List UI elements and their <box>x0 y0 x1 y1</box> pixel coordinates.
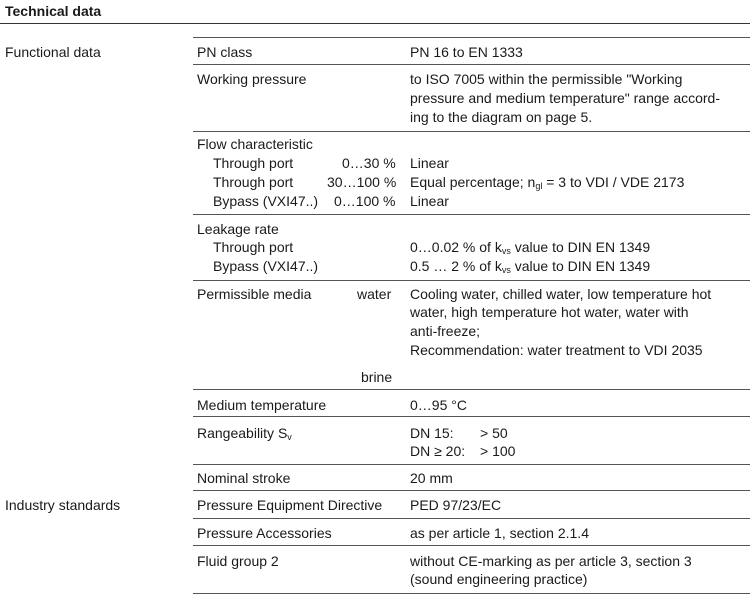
row-divider <box>193 464 750 465</box>
medium-temperature-label: Medium temperature <box>197 397 327 413</box>
row-divider <box>193 64 750 65</box>
title-divider <box>0 23 750 24</box>
page-title: Technical data <box>5 3 102 19</box>
media-water-label: water <box>357 286 392 302</box>
flow-port: Through port <box>213 174 294 190</box>
pn-class-value: PN 16 to EN 1333 <box>410 44 523 60</box>
row-divider <box>193 416 750 417</box>
rangeability-label: Rangeability $S_v$ <box>197 425 292 442</box>
flow-value: Linear <box>410 155 449 171</box>
flow-port: Bypass (VXI47..) <box>213 193 319 209</box>
leakage-value: 0…0.02 % of $k_{vs}$ value to DIN EN 1349 <box>410 239 651 256</box>
flow-range: 0…30 % <box>342 155 396 171</box>
row-divider <box>193 490 750 491</box>
ped-label: Pressure Equipment Directive <box>197 497 383 513</box>
working-pressure-label: Working pressure <box>197 71 307 87</box>
flow-value: Linear <box>410 193 449 209</box>
working-pressure-line: to ISO 7005 within the permissible "Working <box>410 71 683 87</box>
ped-value: PED 97/23/EC <box>410 497 502 513</box>
flow-range: 0…100 % <box>334 193 396 209</box>
media-water-line: water, high temperature hot water, water with <box>410 304 689 320</box>
flow-range: 30…100 % <box>327 174 397 190</box>
rangeability-value: > 50 <box>480 425 508 441</box>
pressure-accessories-label: Pressure Accessories <box>197 525 332 541</box>
fluid-group-label: Fluid group 2 <box>197 553 279 569</box>
media-water-line: Cooling water, chilled water, low temperature hot <box>410 286 712 302</box>
row-divider <box>193 37 750 38</box>
leakage-port: Bypass (VXI47..) <box>213 258 319 274</box>
permissible-media-label: Permissible media <box>197 286 312 302</box>
row-divider <box>193 280 750 281</box>
fluid-group-line: without CE-marking as per article 3, section 3 <box>410 553 692 569</box>
flow-characteristic-label: Flow characteristic <box>197 136 313 152</box>
media-brine-label: brine <box>361 369 393 385</box>
row-divider <box>193 214 750 215</box>
rangeability-dn: DN ≥ 20: <box>410 443 466 459</box>
flow-value: Equal percentage; $n_{gl} = 3$ to VDI / VDE 2173 <box>410 174 685 191</box>
flow-port: Through port <box>213 155 294 171</box>
fluid-group-line: (sound engineering practice) <box>410 571 588 587</box>
nominal-stroke-value: 20 mm <box>410 470 453 486</box>
working-pressure-line: pressure and medium temperature" range accord- <box>410 90 721 106</box>
row-divider <box>193 389 750 390</box>
rangeability-value: > 100 <box>480 443 516 459</box>
section-functional-data: Functional data <box>5 44 101 60</box>
section-industry-standards: Industry standards <box>5 497 121 513</box>
medium-temperature-value: 0…95 °C <box>410 397 467 413</box>
rangeability-dn: DN 15: <box>410 425 454 441</box>
pressure-accessories-value: as per article 1, section 2.1.4 <box>410 525 589 541</box>
media-water-line: anti-freeze; <box>410 323 481 339</box>
nominal-stroke-label: Nominal stroke <box>197 470 291 486</box>
leakage-value: 0.5 … 2 % of $k_{vs}$ value to DIN EN 1349 <box>410 258 651 275</box>
working-pressure-line: ing to the diagram on page 5. <box>410 109 593 125</box>
pn-class-label: PN class <box>197 44 253 60</box>
row-divider <box>193 518 750 519</box>
leakage-port: Through port <box>213 239 294 255</box>
leakage-rate-label: Leakage rate <box>197 221 279 237</box>
media-water-line: Recommendation: water treatment to VDI 2035 <box>410 342 703 358</box>
row-divider <box>193 545 750 546</box>
row-divider <box>193 131 750 132</box>
table-bottom-divider <box>193 593 750 594</box>
